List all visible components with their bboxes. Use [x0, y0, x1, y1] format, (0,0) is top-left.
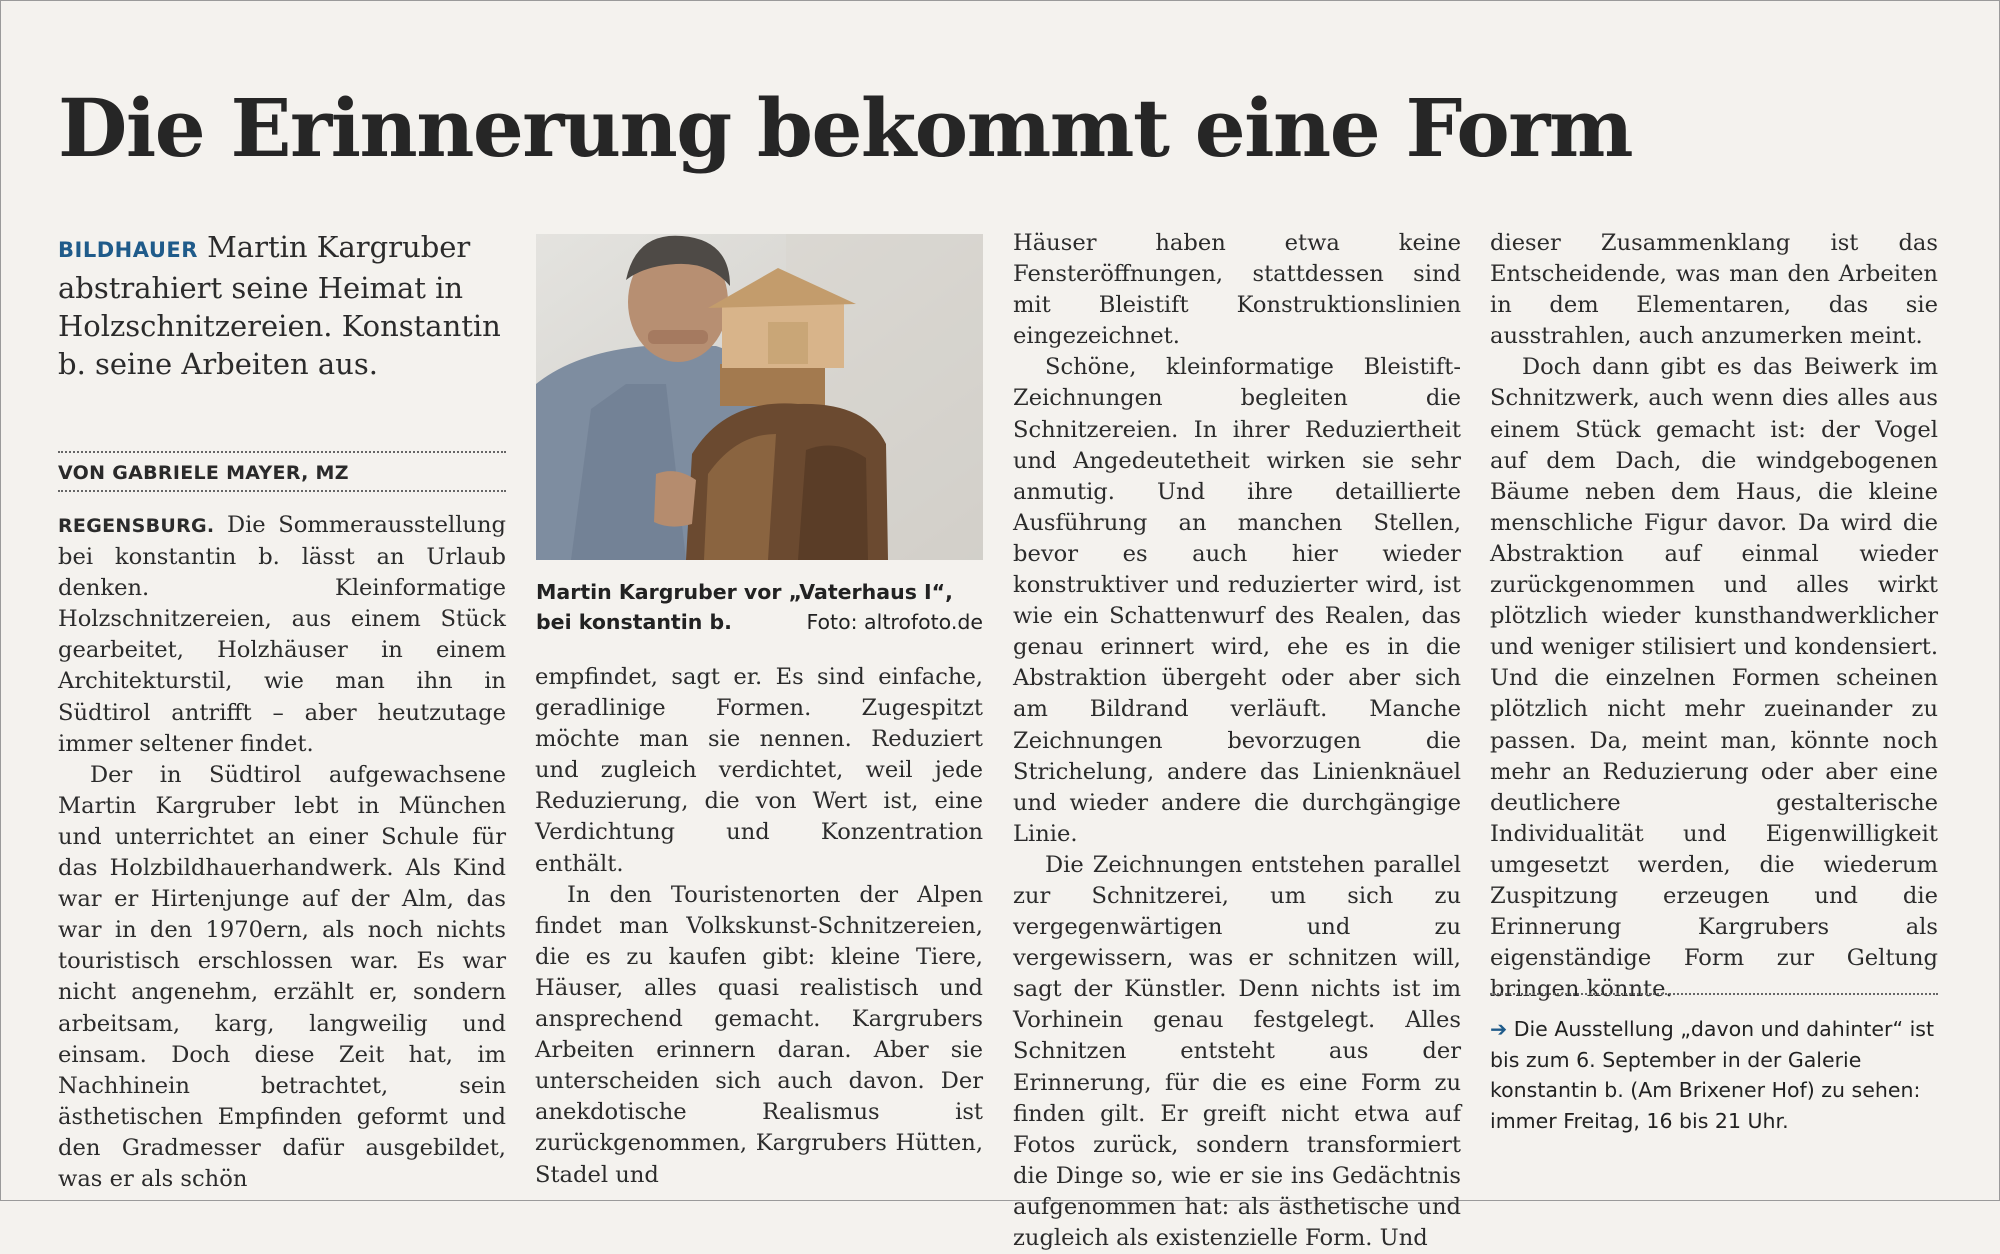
exhibition-info	[1490, 1014, 1938, 1136]
paragraph: empfindet, sagt er. Es sind einfache, geradlinige Formen. Zugespitzt möchte man sie nennen. Reduziert und zugleich verdichtet, weil jede Reduzierung, die von Wert ist, eine Verdichtung und Konzentration enthält.	[535, 664, 983, 877]
byline-rule-top	[58, 451, 506, 453]
arrow-right-icon: ➔	[1490, 1017, 1508, 1041]
column-4	[1490, 228, 1938, 1005]
column-3	[1013, 228, 1461, 1254]
paragraph: Der in Südtirol aufgewachsene Martin Kargruber lebt in München und unterrichtet an einer Schule für das Holzbildhauerhandwerk. Als Kind war er Hirtenjunge auf der Alm, das war in den 1970ern, als noch nichts touristisch erschlossen war. Es war nicht angenehm, erzählt er, sondern arbeitsam, karg, langweilig und einsam. Doch diese Zeit hat, im Nachhinein betrachtet, sein ästhetischen Empfinden geformt und den Gradmesser dafür ausgebildet, was er als schön	[58, 761, 506, 1192]
paragraph: Die Zeichnungen entstehen parallel zur Schnitzerei, um sich zu vergegenwärtigen und zu vergewissern, was er schnitzen will, sagt der Künstler. Denn nichts ist im Vorhinein genau festgelegt. Alles Schnitzen entsteht aus der Erinnerung, für die es eine Form zu finden gilt. Er greift nicht etwa auf Fotos zurück, sondern transformiert die Dinge so, wie er sie ins Gedächtnis aufgenommen hat: als ästhetische und zugleich als existenzielle Form. Und	[1013, 851, 1461, 1251]
paragraph: Häuser haben etwa keine Fensteröffnungen, stattdessen sind mit Bleistift Konstruktionslinien eingezeichnet.	[1013, 230, 1461, 350]
kicker-label: BILDHAUER	[58, 238, 198, 262]
artist-photo	[536, 234, 983, 560]
photo-credit: Foto: altrofoto.de	[806, 610, 983, 634]
photo-caption: Martin Kargruber vor „Vaterhaus I“, bei konstantin b.	[536, 580, 953, 634]
kicker-intro	[58, 228, 508, 383]
column-1	[58, 510, 506, 1195]
artist-photo-illustration	[536, 234, 983, 560]
kicker-text: Martin Kargruber abstrahiert seine Heimat in Holzschnitzereien. Konstantin b. seine Arbeiten aus.	[58, 230, 501, 381]
info-rule	[1490, 993, 1938, 995]
photo-caption-block	[536, 577, 983, 637]
paragraph: Schöne, kleinformatige Bleistift-Zeichnungen begleiten die Schnitzereien. In ihrer Reduziertheit und Angedeutetheit wirken sie sehr anmutig. Und ihre detaillierte Ausführung an manchen Stellen, bevor es auch hier wieder konstruktiver und reduzierter wird, ist wie ein Schattenwurf des Realen, das genau erinnert wird, ehe es in die Abstraktion übergeht oder aber sich am Bildrand verläuft. Manche Zeichnungen bevorzugen die Strichelung, andere das Linienknäuel und wieder andere die durchgängige Linie.	[1013, 354, 1461, 847]
column-2	[535, 662, 983, 1191]
byline-rule-bottom	[58, 490, 506, 492]
paragraph: REGENSBURG. Die Sommerausstellung bei konstantin b. lässt an Urlaub denken. Kleinformatige Holzschnitzereien, aus einem Stück gearbeitet, Holzhäuser in einem Architekturstil, wie man ihn in Südtirol antrifft – aber heutzutage immer seltener findet.	[58, 512, 506, 757]
byline: VON GABRIELE MAYER, MZ	[58, 462, 349, 484]
dateline: REGENSBURG.	[58, 515, 215, 537]
paragraph: dieser Zusammenklang ist das Entscheidende, was man den Arbeiten in dem Elementaren, das sie ausstrahlen, auch anzumerken meint.	[1490, 230, 1938, 350]
headline: Die Erinnerung bekommt eine Form	[58, 81, 1633, 175]
paragraph: In den Touristenorten der Alpen findet man Volkskunst-Schnitzereien, die es zu kaufen gibt: kleine Tiere, Häuser, alles quasi realistisch und ansprechend gemacht. Kargrubers Arbeiten erinnern daran. Aber sie unterscheiden sich auch davon. Der anekdotische Realismus ist zurückgenommen, Kargrubers Hütten, Stadel und	[535, 881, 983, 1188]
exhibition-info-text: Die Ausstellung „davon und dahinter“ ist bis zum 6. September in der Galerie konstantin b. (Am Brixener Hof) zu sehen: immer Freitag, 16 bis 21 Uhr.	[1490, 1017, 1935, 1133]
paragraph: Doch dann gibt es das Beiwerk im Schnitzwerk, auch wenn dies alles aus einem Stück gemacht ist: der Vogel auf dem Dach, die windgebogenen Bäume neben dem Haus, die kleine menschliche Figur davor. Da wird die Abstraktion auf einmal wieder zurückgenommen und alles wirkt plötzlich wieder kunsthandwerklicher und weniger stilisiert und kondensiert. Und die einzelnen Formen scheinen plötzlich nicht mehr zueinander zu passen. Da, meint man, könnte noch mehr an Reduzierung oder aber eine deutlichere gestalterische Individualität und Eigenwilligkeit umgesetzt werden, die wiederum Zuspitzung erzeugen und die Erinnerung Kargrubers als eigenständige Form zur Geltung bringen könnte.	[1490, 354, 1938, 1003]
